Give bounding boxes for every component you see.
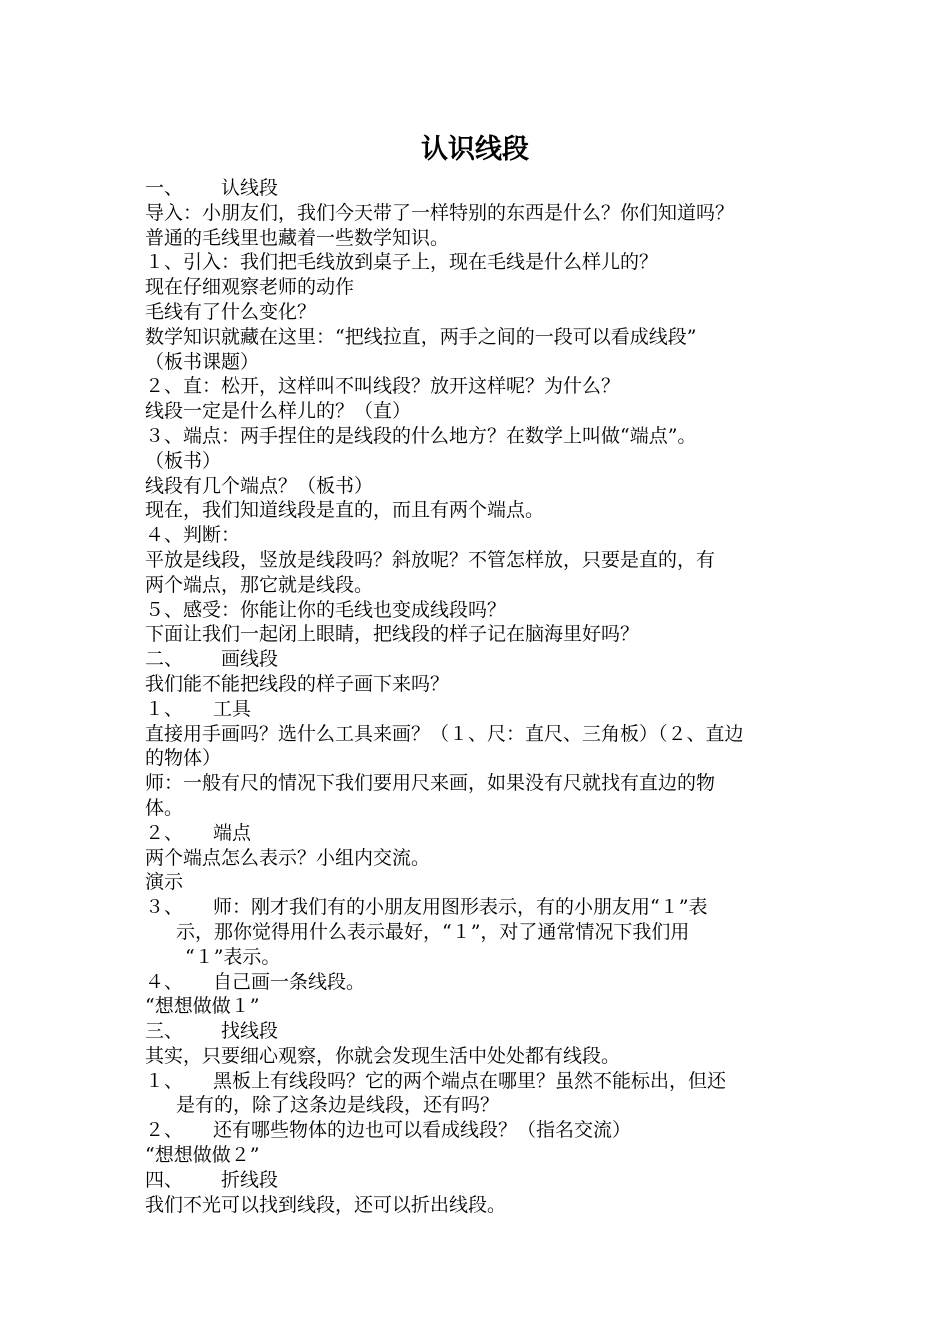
line-text: 毛线有了什么变化？ xyxy=(145,300,317,323)
list-number: １、 xyxy=(145,697,184,720)
text-line xyxy=(145,895,815,920)
line-text: 师：刚才我们有的小朋友用图形表示，有的小朋友用“１”表 xyxy=(213,896,708,919)
text-line xyxy=(145,449,815,474)
line-text: “想想做做１” xyxy=(145,995,260,1018)
line-text: 导入：小朋友们，我们今天带了一样特别的东西是什么？你们知道吗？ xyxy=(145,201,735,224)
line-text: ４、判断： xyxy=(145,524,241,547)
line-text: ３、端点：两手捏住的是线段的什么地方？在数学上叫做“端点”。 xyxy=(145,424,697,447)
text-line xyxy=(145,548,815,573)
line-text: 端点 xyxy=(213,821,252,844)
line-text: 体。 xyxy=(145,796,184,819)
line-text: 数学知识就藏在这里：“把线拉直，两手之间的一段可以看成线段” xyxy=(145,325,697,348)
text-line xyxy=(145,622,815,647)
text-line xyxy=(145,424,815,449)
line-text: 的物体） xyxy=(145,747,222,770)
text-line xyxy=(145,647,815,672)
line-text: １、引入：我们把毛线放到桌子上，现在毛线是什么样儿的？ xyxy=(145,251,659,274)
line-text: 是有的，除了这条边是线段，还有吗？ xyxy=(176,1094,500,1117)
line-text: “想想做做２” xyxy=(145,1144,260,1167)
text-line xyxy=(145,226,815,251)
text-line xyxy=(145,1069,815,1094)
text-line xyxy=(145,498,815,523)
line-text: 直接用手画吗？选什么工具来画？（１、尺：直尺、三角板）（２、直边 xyxy=(145,722,744,745)
text-line xyxy=(145,920,815,945)
text-line xyxy=(145,1118,815,1143)
line-text: 工具 xyxy=(213,697,252,720)
text-line xyxy=(145,1019,815,1044)
text-line xyxy=(145,250,815,275)
line-text: ５、感受：你能让你的毛线也变成线段吗？ xyxy=(145,598,507,621)
text-line xyxy=(145,771,815,796)
line-text: 两个端点，那它就是线段。 xyxy=(145,573,374,596)
text-line xyxy=(145,201,815,226)
text-line xyxy=(145,1143,815,1168)
text-line xyxy=(145,598,815,623)
line-text: ２、直：松开，这样叫不叫线段？放开这样呢？为什么？ xyxy=(145,375,621,398)
line-text: 找线段 xyxy=(221,1020,279,1043)
list-number: ２、 xyxy=(145,1119,184,1142)
text-line xyxy=(145,970,815,995)
text-line xyxy=(145,945,815,970)
list-number: 四、 xyxy=(145,1168,184,1191)
document-body xyxy=(145,176,815,1217)
line-text: 普通的毛线里也藏着一些数学知识。 xyxy=(145,226,450,249)
text-line xyxy=(145,821,815,846)
line-text: 线段一定是什么样儿的？（直） xyxy=(145,400,412,423)
line-text: 线段有几个端点？（板书） xyxy=(145,474,374,497)
text-line xyxy=(145,573,815,598)
line-text: 演示 xyxy=(145,871,184,894)
line-text: 画线段 xyxy=(221,648,279,671)
line-text: 黑板上有线段吗？它的两个端点在哪里？虽然不能标出，但还 xyxy=(213,1069,727,1092)
text-line xyxy=(145,176,815,201)
document-title: 认识线段 xyxy=(421,134,529,165)
line-text: 师：一般有尺的情况下我们要用尺来画，如果没有尺就找有直边的物 xyxy=(145,772,716,795)
text-line xyxy=(145,300,815,325)
line-text: 认线段 xyxy=(221,177,279,199)
line-text: 我们能不能把线段的样子画下来吗？ xyxy=(145,672,450,695)
text-line xyxy=(145,374,815,399)
line-text: （板书） xyxy=(145,449,222,472)
text-line xyxy=(145,722,815,747)
line-text: 折线段 xyxy=(221,1168,279,1191)
text-line xyxy=(145,746,815,771)
line-text: “１”表示。 xyxy=(185,945,281,968)
text-line xyxy=(145,1168,815,1193)
text-line xyxy=(145,697,815,722)
line-text: 两个端点怎么表示？小组内交流。 xyxy=(145,846,431,869)
line-text: 我们不光可以找到线段，还可以折出线段。 xyxy=(145,1193,507,1216)
line-text: 其实，只要细心观察，你就会发现生活中处处都有线段。 xyxy=(145,1044,621,1067)
line-text: 还有哪些物体的边也可以看成线段？（指名交流） xyxy=(213,1119,632,1142)
text-line xyxy=(145,672,815,697)
line-text: （板书课题） xyxy=(145,350,260,373)
text-line xyxy=(145,1093,815,1118)
text-line xyxy=(145,870,815,895)
text-line xyxy=(145,994,815,1019)
text-line xyxy=(145,474,815,499)
list-number: 一、 xyxy=(145,177,184,199)
line-text: 现在，我们知道线段是直的，而且有两个端点。 xyxy=(145,499,545,522)
text-line xyxy=(145,1044,815,1069)
text-line xyxy=(145,325,815,350)
text-line xyxy=(145,350,815,375)
line-text: 平放是线段，竖放是线段吗？斜放呢？不管怎样放，只要是直的，有 xyxy=(145,548,716,571)
list-number: 三、 xyxy=(145,1020,184,1043)
list-number: 二、 xyxy=(145,648,184,671)
text-line xyxy=(145,1193,815,1218)
text-line xyxy=(145,275,815,300)
list-number: １、 xyxy=(145,1069,184,1092)
text-line xyxy=(145,846,815,871)
list-number: ４、 xyxy=(145,970,184,993)
line-text: 下面让我们一起闭上眼睛，把线段的样子记在脑海里好吗？ xyxy=(145,623,640,646)
text-line xyxy=(145,523,815,548)
list-number: ３、 xyxy=(145,896,184,919)
list-number: ２、 xyxy=(145,821,184,844)
text-line xyxy=(145,796,815,821)
line-text: 自己画一条线段。 xyxy=(213,970,366,993)
line-text: 示，那你觉得用什么表示最好，“１”，对了通常情况下我们用 xyxy=(176,920,690,943)
line-text: 现在仔细观察老师的动作 xyxy=(145,276,355,299)
text-line xyxy=(145,399,815,424)
